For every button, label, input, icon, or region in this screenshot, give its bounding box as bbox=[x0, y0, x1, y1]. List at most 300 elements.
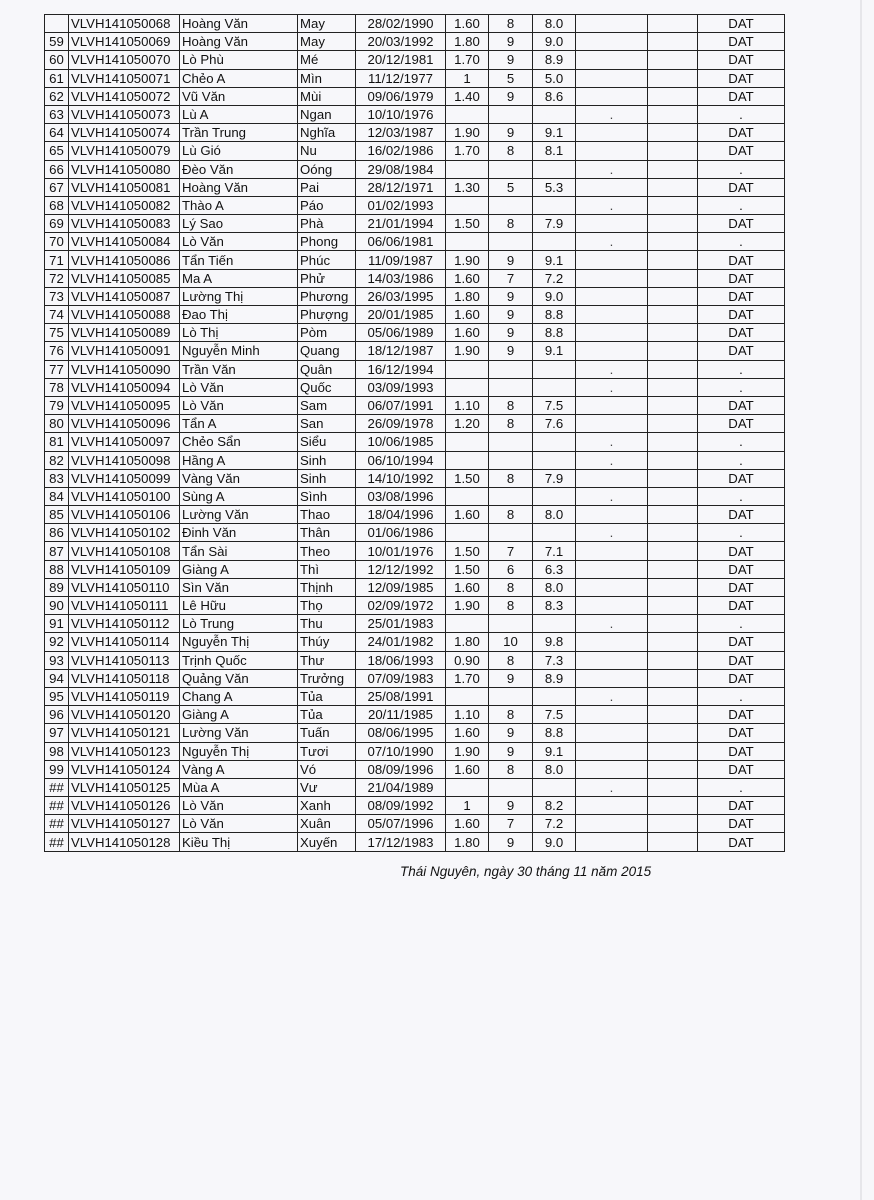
surname-cell: Lò Văn bbox=[180, 233, 298, 251]
table-row bbox=[45, 597, 785, 615]
table-row bbox=[45, 378, 785, 396]
score-1-cell: 1.50 bbox=[446, 469, 489, 487]
given-name-cell: Nu bbox=[298, 142, 356, 160]
mark-cell: . bbox=[576, 196, 648, 214]
student-code-cell: VLVH141050079 bbox=[69, 142, 180, 160]
row-number-cell: 63 bbox=[45, 105, 69, 123]
total-score-cell: 9.0 bbox=[533, 833, 576, 851]
table-row bbox=[45, 233, 785, 251]
result-cell: DAT bbox=[698, 415, 785, 433]
table-row bbox=[45, 178, 785, 196]
score-1-cell: 1 bbox=[446, 797, 489, 815]
student-code-cell: VLVH141050084 bbox=[69, 233, 180, 251]
result-cell: . bbox=[698, 487, 785, 505]
table-row bbox=[45, 415, 785, 433]
row-number-cell: 82 bbox=[45, 451, 69, 469]
given-name-cell: Quân bbox=[298, 360, 356, 378]
table-row bbox=[45, 797, 785, 815]
result-cell: DAT bbox=[698, 724, 785, 742]
row-number-cell: 65 bbox=[45, 142, 69, 160]
given-name-cell: Sình bbox=[298, 487, 356, 505]
row-number-cell: ## bbox=[45, 833, 69, 851]
total-score-cell: 8.9 bbox=[533, 51, 576, 69]
row-number-cell: 64 bbox=[45, 124, 69, 142]
birth-date-cell: 03/09/1993 bbox=[356, 378, 446, 396]
total-score-cell: 7.9 bbox=[533, 215, 576, 233]
mark-cell bbox=[576, 651, 648, 669]
surname-cell: Đèo Văn bbox=[180, 160, 298, 178]
score-1-cell: 1.60 bbox=[446, 306, 489, 324]
mark-cell: . bbox=[576, 105, 648, 123]
given-name-cell: Thịnh bbox=[298, 578, 356, 596]
table-row bbox=[45, 760, 785, 778]
blank-cell bbox=[648, 342, 698, 360]
total-score-cell: 7.5 bbox=[533, 396, 576, 414]
score-1-cell: 1.90 bbox=[446, 342, 489, 360]
birth-date-cell: 18/12/1987 bbox=[356, 342, 446, 360]
blank-cell bbox=[648, 433, 698, 451]
total-score-cell bbox=[533, 687, 576, 705]
mark-cell bbox=[576, 87, 648, 105]
row-number-cell: ## bbox=[45, 815, 69, 833]
score-1-cell bbox=[446, 360, 489, 378]
score-2-cell bbox=[489, 233, 533, 251]
surname-cell: Lò Văn bbox=[180, 797, 298, 815]
blank-cell bbox=[648, 287, 698, 305]
given-name-cell: Trưởng bbox=[298, 669, 356, 687]
blank-cell bbox=[648, 378, 698, 396]
result-cell: . bbox=[698, 105, 785, 123]
table-row bbox=[45, 651, 785, 669]
given-name-cell: Pòm bbox=[298, 324, 356, 342]
birth-date-cell: 11/09/1987 bbox=[356, 251, 446, 269]
score-2-cell: 7 bbox=[489, 269, 533, 287]
row-number-cell: 92 bbox=[45, 633, 69, 651]
birth-date-cell: 16/02/1986 bbox=[356, 142, 446, 160]
total-score-cell: 8.6 bbox=[533, 87, 576, 105]
birth-date-cell: 06/10/1994 bbox=[356, 451, 446, 469]
blank-cell bbox=[648, 178, 698, 196]
student-code-cell: VLVH141050085 bbox=[69, 269, 180, 287]
score-1-cell bbox=[446, 524, 489, 542]
total-score-cell: 5.0 bbox=[533, 69, 576, 87]
student-code-cell: VLVH141050068 bbox=[69, 15, 180, 33]
table-row bbox=[45, 160, 785, 178]
given-name-cell: Sinh bbox=[298, 451, 356, 469]
score-2-cell: 5 bbox=[489, 178, 533, 196]
student-code-cell: VLVH141050099 bbox=[69, 469, 180, 487]
score-2-cell: 8 bbox=[489, 15, 533, 33]
result-cell: DAT bbox=[698, 87, 785, 105]
result-cell: . bbox=[698, 433, 785, 451]
total-score-cell: 8.3 bbox=[533, 597, 576, 615]
surname-cell: Quảng Văn bbox=[180, 669, 298, 687]
mark-cell bbox=[576, 396, 648, 414]
blank-cell bbox=[648, 797, 698, 815]
given-name-cell: Thì bbox=[298, 560, 356, 578]
student-code-cell: VLVH141050088 bbox=[69, 306, 180, 324]
score-2-cell: 9 bbox=[489, 724, 533, 742]
blank-cell bbox=[648, 560, 698, 578]
birth-date-cell: 14/03/1986 bbox=[356, 269, 446, 287]
student-code-cell: VLVH141050120 bbox=[69, 706, 180, 724]
mark-cell bbox=[576, 560, 648, 578]
mark-cell bbox=[576, 597, 648, 615]
surname-cell: Kiều Thị bbox=[180, 833, 298, 851]
total-score-cell bbox=[533, 360, 576, 378]
score-1-cell bbox=[446, 196, 489, 214]
surname-cell: Trần Văn bbox=[180, 360, 298, 378]
row-number-cell: 78 bbox=[45, 378, 69, 396]
table-row bbox=[45, 815, 785, 833]
score-2-cell: 8 bbox=[489, 469, 533, 487]
table-row bbox=[45, 560, 785, 578]
blank-cell bbox=[648, 51, 698, 69]
score-2-cell bbox=[489, 160, 533, 178]
result-cell: DAT bbox=[698, 251, 785, 269]
result-cell: DAT bbox=[698, 742, 785, 760]
birth-date-cell: 01/06/1986 bbox=[356, 524, 446, 542]
student-code-cell: VLVH141050100 bbox=[69, 487, 180, 505]
student-code-cell: VLVH141050090 bbox=[69, 360, 180, 378]
mark-cell bbox=[576, 324, 648, 342]
table-row bbox=[45, 396, 785, 414]
score-1-cell: 1.90 bbox=[446, 124, 489, 142]
mark-cell bbox=[576, 833, 648, 851]
student-code-cell: VLVH141050082 bbox=[69, 196, 180, 214]
row-number-cell: 93 bbox=[45, 651, 69, 669]
mark-cell: . bbox=[576, 433, 648, 451]
surname-cell: Chẻo A bbox=[180, 69, 298, 87]
birth-date-cell: 18/04/1996 bbox=[356, 506, 446, 524]
student-code-cell: VLVH141050110 bbox=[69, 578, 180, 596]
student-code-cell: VLVH141050109 bbox=[69, 560, 180, 578]
birth-date-cell: 08/09/1992 bbox=[356, 797, 446, 815]
given-name-cell: Ngan bbox=[298, 105, 356, 123]
surname-cell: Lù Gió bbox=[180, 142, 298, 160]
given-name-cell: San bbox=[298, 415, 356, 433]
birth-date-cell: 02/09/1972 bbox=[356, 597, 446, 615]
score-1-cell: 1.70 bbox=[446, 669, 489, 687]
score-2-cell: 9 bbox=[489, 669, 533, 687]
score-2-cell: 9 bbox=[489, 124, 533, 142]
student-code-cell: VLVH141050070 bbox=[69, 51, 180, 69]
surname-cell: Lò Văn bbox=[180, 396, 298, 414]
row-number-cell: 99 bbox=[45, 760, 69, 778]
table-row bbox=[45, 324, 785, 342]
student-code-cell: VLVH141050083 bbox=[69, 215, 180, 233]
table-row bbox=[45, 196, 785, 214]
birth-date-cell: 26/03/1995 bbox=[356, 287, 446, 305]
score-1-cell: 1.20 bbox=[446, 415, 489, 433]
result-cell: . bbox=[698, 233, 785, 251]
surname-cell: Lù A bbox=[180, 105, 298, 123]
score-1-cell: 1.80 bbox=[446, 287, 489, 305]
score-2-cell bbox=[489, 451, 533, 469]
row-number-cell: 73 bbox=[45, 287, 69, 305]
score-1-cell: 1.80 bbox=[446, 33, 489, 51]
result-cell: DAT bbox=[698, 324, 785, 342]
table-row bbox=[45, 687, 785, 705]
given-name-cell: Tủa bbox=[298, 687, 356, 705]
mark-cell bbox=[576, 815, 648, 833]
student-code-cell: VLVH141050081 bbox=[69, 178, 180, 196]
student-code-cell: VLVH141050114 bbox=[69, 633, 180, 651]
total-score-cell: 8.2 bbox=[533, 797, 576, 815]
row-number-cell: 96 bbox=[45, 706, 69, 724]
total-score-cell bbox=[533, 105, 576, 123]
given-name-cell: Quang bbox=[298, 342, 356, 360]
result-cell: DAT bbox=[698, 542, 785, 560]
blank-cell bbox=[648, 396, 698, 414]
blank-cell bbox=[648, 815, 698, 833]
result-cell: DAT bbox=[698, 306, 785, 324]
mark-cell: . bbox=[576, 524, 648, 542]
total-score-cell: 8.8 bbox=[533, 724, 576, 742]
surname-cell: Mùa A bbox=[180, 778, 298, 796]
score-1-cell: 1.50 bbox=[446, 542, 489, 560]
surname-cell: Giàng A bbox=[180, 706, 298, 724]
student-code-cell: VLVH141050124 bbox=[69, 760, 180, 778]
score-1-cell: 1.70 bbox=[446, 51, 489, 69]
given-name-cell: Vó bbox=[298, 760, 356, 778]
row-number-cell: 77 bbox=[45, 360, 69, 378]
score-2-cell: 8 bbox=[489, 578, 533, 596]
surname-cell: Hoàng Văn bbox=[180, 15, 298, 33]
score-1-cell: 1.60 bbox=[446, 15, 489, 33]
student-code-cell: VLVH141050121 bbox=[69, 724, 180, 742]
birth-date-cell: 21/04/1989 bbox=[356, 778, 446, 796]
score-1-cell bbox=[446, 378, 489, 396]
birth-date-cell: 12/03/1987 bbox=[356, 124, 446, 142]
birth-date-cell: 06/06/1981 bbox=[356, 233, 446, 251]
blank-cell bbox=[648, 415, 698, 433]
blank-cell bbox=[648, 233, 698, 251]
blank-cell bbox=[648, 87, 698, 105]
mark-cell: . bbox=[576, 778, 648, 796]
surname-cell: Chang A bbox=[180, 687, 298, 705]
total-score-cell: 9.1 bbox=[533, 251, 576, 269]
score-2-cell bbox=[489, 360, 533, 378]
mark-cell bbox=[576, 142, 648, 160]
score-2-cell: 9 bbox=[489, 342, 533, 360]
table-row bbox=[45, 33, 785, 51]
score-2-cell bbox=[489, 687, 533, 705]
surname-cell: Tẩn A bbox=[180, 415, 298, 433]
surname-cell: Nguyễn Thị bbox=[180, 742, 298, 760]
table-row bbox=[45, 15, 785, 33]
score-2-cell bbox=[489, 196, 533, 214]
total-score-cell: 8.0 bbox=[533, 506, 576, 524]
blank-cell bbox=[648, 506, 698, 524]
mark-cell bbox=[576, 51, 648, 69]
blank-cell bbox=[648, 160, 698, 178]
given-name-cell: Xanh bbox=[298, 797, 356, 815]
score-2-cell: 8 bbox=[489, 396, 533, 414]
row-number-cell: 74 bbox=[45, 306, 69, 324]
result-cell: DAT bbox=[698, 124, 785, 142]
row-number-cell: 83 bbox=[45, 469, 69, 487]
mark-cell bbox=[576, 269, 648, 287]
row-number-cell: 87 bbox=[45, 542, 69, 560]
row-number-cell: 61 bbox=[45, 69, 69, 87]
row-number-cell: 81 bbox=[45, 433, 69, 451]
score-2-cell: 8 bbox=[489, 506, 533, 524]
given-name-cell: Sam bbox=[298, 396, 356, 414]
row-number-cell: 62 bbox=[45, 87, 69, 105]
total-score-cell: 7.3 bbox=[533, 651, 576, 669]
table-row bbox=[45, 51, 785, 69]
row-number-cell: 60 bbox=[45, 51, 69, 69]
given-name-cell: Thọ bbox=[298, 597, 356, 615]
student-code-cell: VLVH141050094 bbox=[69, 378, 180, 396]
surname-cell: Lường Thị bbox=[180, 287, 298, 305]
result-cell: DAT bbox=[698, 215, 785, 233]
score-2-cell: 9 bbox=[489, 287, 533, 305]
mark-cell bbox=[576, 287, 648, 305]
surname-cell: Trần Trung bbox=[180, 124, 298, 142]
birth-date-cell: 20/11/1985 bbox=[356, 706, 446, 724]
blank-cell bbox=[648, 124, 698, 142]
row-number-cell: 67 bbox=[45, 178, 69, 196]
result-cell: DAT bbox=[698, 633, 785, 651]
student-code-cell: VLVH141050123 bbox=[69, 742, 180, 760]
score-2-cell: 9 bbox=[489, 797, 533, 815]
blank-cell bbox=[648, 324, 698, 342]
score-1-cell bbox=[446, 160, 489, 178]
score-2-cell: 7 bbox=[489, 542, 533, 560]
table-row bbox=[45, 669, 785, 687]
birth-date-cell: 20/03/1992 bbox=[356, 33, 446, 51]
given-name-cell: Thư bbox=[298, 651, 356, 669]
student-code-cell: VLVH141050106 bbox=[69, 506, 180, 524]
surname-cell: Tẩn Tiến bbox=[180, 251, 298, 269]
surname-cell: Nguyễn Thị bbox=[180, 633, 298, 651]
total-score-cell: 9.8 bbox=[533, 633, 576, 651]
result-cell: . bbox=[698, 524, 785, 542]
score-1-cell: 1.50 bbox=[446, 560, 489, 578]
birth-date-cell: 28/12/1971 bbox=[356, 178, 446, 196]
mark-cell bbox=[576, 33, 648, 51]
surname-cell: Hoàng Văn bbox=[180, 33, 298, 51]
given-name-cell: Páo bbox=[298, 196, 356, 214]
given-name-cell: Phúc bbox=[298, 251, 356, 269]
given-name-cell: Phà bbox=[298, 215, 356, 233]
birth-date-cell: 24/01/1982 bbox=[356, 633, 446, 651]
surname-cell: Lò Văn bbox=[180, 378, 298, 396]
birth-date-cell: 05/06/1989 bbox=[356, 324, 446, 342]
result-cell: DAT bbox=[698, 760, 785, 778]
row-number-cell: 79 bbox=[45, 396, 69, 414]
given-name-cell: Mùi bbox=[298, 87, 356, 105]
table-row bbox=[45, 87, 785, 105]
surname-cell: Hoàng Văn bbox=[180, 178, 298, 196]
surname-cell: Chẻo Sẩn bbox=[180, 433, 298, 451]
given-name-cell: Oóng bbox=[298, 160, 356, 178]
birth-date-cell: 20/01/1985 bbox=[356, 306, 446, 324]
surname-cell: Lý Sao bbox=[180, 215, 298, 233]
given-name-cell: Tươi bbox=[298, 742, 356, 760]
score-1-cell: 1.80 bbox=[446, 633, 489, 651]
surname-cell: Lò Trung bbox=[180, 615, 298, 633]
blank-cell bbox=[648, 69, 698, 87]
given-name-cell: Tuấn bbox=[298, 724, 356, 742]
student-code-cell: VLVH141050074 bbox=[69, 124, 180, 142]
score-1-cell bbox=[446, 233, 489, 251]
score-2-cell: 8 bbox=[489, 142, 533, 160]
birth-date-cell: 11/12/1977 bbox=[356, 69, 446, 87]
total-score-cell bbox=[533, 378, 576, 396]
score-2-cell: 8 bbox=[489, 415, 533, 433]
table-row bbox=[45, 469, 785, 487]
table-row bbox=[45, 69, 785, 87]
mark-cell bbox=[576, 469, 648, 487]
table-row bbox=[45, 342, 785, 360]
student-code-cell: VLVH141050108 bbox=[69, 542, 180, 560]
table-row bbox=[45, 506, 785, 524]
mark-cell: . bbox=[576, 487, 648, 505]
table-row bbox=[45, 542, 785, 560]
given-name-cell: Tủa bbox=[298, 706, 356, 724]
blank-cell bbox=[648, 269, 698, 287]
score-1-cell: 1.60 bbox=[446, 578, 489, 596]
given-name-cell: Thúy bbox=[298, 633, 356, 651]
row-number-cell: 91 bbox=[45, 615, 69, 633]
table-row bbox=[45, 306, 785, 324]
student-code-cell: VLVH141050072 bbox=[69, 87, 180, 105]
blank-cell bbox=[648, 633, 698, 651]
score-1-cell bbox=[446, 487, 489, 505]
total-score-cell bbox=[533, 615, 576, 633]
total-score-cell: 7.2 bbox=[533, 269, 576, 287]
result-cell: DAT bbox=[698, 469, 785, 487]
blank-cell bbox=[648, 33, 698, 51]
total-score-cell: 9.1 bbox=[533, 124, 576, 142]
total-score-cell bbox=[533, 160, 576, 178]
given-name-cell: Siểu bbox=[298, 433, 356, 451]
row-number-cell: ## bbox=[45, 797, 69, 815]
score-2-cell: 8 bbox=[489, 215, 533, 233]
result-cell: DAT bbox=[698, 178, 785, 196]
birth-date-cell: 06/07/1991 bbox=[356, 396, 446, 414]
surname-cell: Nguyễn Minh bbox=[180, 342, 298, 360]
score-1-cell: 1 bbox=[446, 69, 489, 87]
student-code-cell: VLVH141050113 bbox=[69, 651, 180, 669]
score-2-cell: 8 bbox=[489, 597, 533, 615]
result-cell: DAT bbox=[698, 706, 785, 724]
result-cell: DAT bbox=[698, 269, 785, 287]
student-code-cell: VLVH141050126 bbox=[69, 797, 180, 815]
score-2-cell: 9 bbox=[489, 324, 533, 342]
student-code-cell: VLVH141050098 bbox=[69, 451, 180, 469]
mark-cell bbox=[576, 506, 648, 524]
mark-cell bbox=[576, 742, 648, 760]
birth-date-cell: 10/01/1976 bbox=[356, 542, 446, 560]
mark-cell bbox=[576, 669, 648, 687]
student-code-cell: VLVH141050071 bbox=[69, 69, 180, 87]
table-row bbox=[45, 433, 785, 451]
given-name-cell: Thân bbox=[298, 524, 356, 542]
blank-cell bbox=[648, 306, 698, 324]
result-cell: DAT bbox=[698, 815, 785, 833]
blank-cell bbox=[648, 142, 698, 160]
student-code-cell: VLVH141050128 bbox=[69, 833, 180, 851]
row-number-cell: 71 bbox=[45, 251, 69, 269]
mark-cell: . bbox=[576, 687, 648, 705]
table-row bbox=[45, 724, 785, 742]
given-name-cell: Thu bbox=[298, 615, 356, 633]
given-name-cell: May bbox=[298, 33, 356, 51]
